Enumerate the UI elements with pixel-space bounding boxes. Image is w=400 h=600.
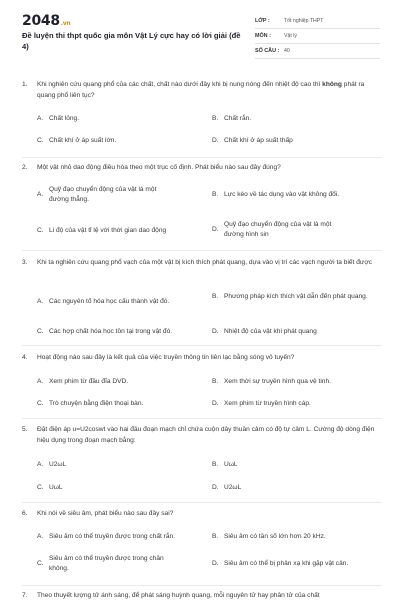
option-text: Chất khí ở áp suất lớn. — [49, 137, 117, 144]
option-a[interactable] — [37, 532, 212, 542]
question-text: Khi nghiên cứu quang phổ của các chất, chất nào dưới đây khi bị nung nóng đến nhiệt độ cao thì không phát ra quang phổ liên tục? — [37, 81, 365, 99]
option-text: Xem phim từ đầu đĩa DVD. — [49, 378, 129, 385]
option-a[interactable] — [37, 377, 207, 387]
option-a[interactable] — [37, 185, 207, 205]
option-text: U2ωL — [224, 484, 242, 491]
option-letter: C. — [37, 484, 44, 491]
question-text: Hoạt động nào sau đây là kết quả của việc truyền thông tin liên lạc bằng sóng vô tuyến? — [37, 354, 295, 361]
option-text: Siêu âm có thể bị phản xạ khi gặp vật cản. — [224, 560, 349, 567]
option-text: Trò chuyện bằng điện thoại bàn. — [49, 400, 144, 407]
question-stem — [22, 258, 382, 269]
option-c[interactable] — [37, 399, 207, 409]
exam-meta-table — [255, 14, 380, 59]
option-letter: B. — [212, 115, 219, 122]
option-letter: A. — [37, 533, 44, 540]
option-letter: C. — [37, 328, 44, 335]
option-c[interactable] — [37, 226, 207, 236]
meta-label: LỚP : — [255, 18, 270, 24]
option-letter: B. — [212, 461, 219, 468]
option-text: Phương pháp kích thích vật dẫn đến phát quang. — [224, 293, 368, 300]
option-text: UωL — [224, 461, 238, 468]
question-stem — [22, 163, 382, 174]
option-text: Các nguyên tố hóa học cấu thành vật đó. — [49, 298, 170, 305]
question-3 — [22, 258, 382, 335]
option-c[interactable] — [37, 554, 212, 574]
question-text: Một vật nhỏ dao động điều hòa theo một trục cố định. Phát biểu nào sau đây đúng? — [37, 164, 281, 171]
option-letter: D. — [212, 484, 219, 491]
question-number: 2. — [22, 164, 28, 171]
option-text: Quỹ đạo chuyển động của vật là một đường hình sin — [224, 221, 332, 238]
meta-value: Tốt nghiệp THPT — [284, 18, 324, 24]
question-text: Khi ta nghiên cứu quang phổ vạch của một vật bị kích thích phát quang, dựa vào vị trí các vạch người ta biết được — [37, 259, 372, 266]
option-d[interactable] — [212, 483, 382, 493]
option-text: Siêu âm có thể truyền được trong chất rắn. — [49, 533, 176, 540]
question-text: Khi nói về siêu âm, phát biểu nào sau đây sai? — [37, 510, 174, 517]
option-letter: D. — [212, 137, 219, 144]
question-4 — [22, 353, 382, 407]
option-letter: A. — [37, 115, 44, 122]
question-stem — [22, 591, 382, 600]
option-text: Lực kéo về tác dụng vào vật không đổi. — [224, 191, 340, 198]
question-stem — [22, 509, 382, 520]
option-b[interactable] — [212, 292, 382, 302]
question-divider — [22, 345, 382, 346]
site-logo[interactable] — [22, 13, 70, 29]
option-b[interactable] — [212, 460, 382, 470]
meta-value: 40 — [284, 48, 290, 54]
meta-label: SỐ CÂU : — [255, 48, 280, 54]
question-number: 4. — [22, 354, 28, 361]
option-c[interactable] — [37, 327, 212, 337]
question-number: 5. — [22, 426, 28, 433]
option-text: Siêu âm có thể truyền được trong chân không. — [49, 555, 164, 572]
option-letter: D. — [212, 226, 219, 233]
meta-row-question-count — [255, 44, 380, 59]
option-c[interactable] — [37, 483, 207, 493]
option-text: Chất lỏng. — [49, 115, 80, 122]
option-letter: D. — [212, 328, 219, 335]
option-letter: C. — [37, 137, 44, 144]
option-text: Li độ của vật tỉ lệ với thời gian dao động — [49, 227, 167, 234]
option-d[interactable] — [212, 559, 382, 569]
option-letter: A. — [37, 378, 44, 385]
question-text: Đặt điện áp u=U2coswt vào hai đầu đoạn mạch chỉ chứa cuộn dây thuần cảm có độ tự cảm L. Cường độ dòng điện hiệu dụng trong đoạn mạch bằng: — [37, 426, 375, 444]
option-letter: B. — [212, 378, 219, 385]
option-text: Quỹ đạo chuyển động của vật là một đường thẳng. — [49, 186, 157, 203]
option-letter: A. — [37, 191, 44, 198]
question-divider — [22, 157, 382, 158]
question-6 — [22, 509, 382, 572]
option-letter: D. — [212, 400, 219, 407]
option-b[interactable] — [212, 114, 382, 124]
question-number: 6. — [22, 510, 28, 517]
question-stem — [22, 353, 382, 364]
option-letter: A. — [37, 461, 44, 468]
option-letter: C. — [37, 400, 44, 407]
option-b[interactable] — [212, 377, 382, 387]
question-divider — [22, 585, 382, 586]
option-text: Xem phim từ truyền hình cáp. — [224, 400, 311, 407]
meta-value: Vật lý — [284, 33, 297, 39]
option-letter: B. — [212, 533, 219, 540]
question-number: 3. — [22, 259, 28, 266]
option-b[interactable] — [212, 190, 382, 200]
option-d[interactable] — [212, 220, 382, 240]
option-d[interactable] — [212, 327, 382, 337]
question-number: 1. — [22, 81, 28, 88]
option-c[interactable] — [37, 136, 207, 146]
question-1 — [22, 80, 382, 144]
option-letter: D. — [212, 560, 219, 567]
option-letter: C. — [37, 560, 44, 567]
option-text: Siêu âm có tần số lớn hơn 20 kHz. — [224, 533, 326, 540]
option-b[interactable] — [212, 532, 382, 542]
option-d[interactable] — [212, 399, 382, 409]
question-divider — [22, 250, 382, 251]
option-d[interactable] — [212, 136, 382, 146]
option-letter: C. — [37, 227, 44, 234]
document-title: Đề luyện thi thpt quốc gia môn Vật Lý cực hay có lời giải (đề 4) — [22, 31, 241, 51]
option-text: Chất khí ở áp suất thấp — [224, 137, 293, 144]
option-text: Chất rắn. — [224, 115, 252, 122]
question-stem — [22, 425, 382, 446]
question-stem — [22, 80, 382, 101]
meta-row-subject — [255, 29, 380, 44]
option-text: Nhiệt độ của vật khi phát quang — [224, 328, 317, 335]
question-5 — [22, 425, 382, 491]
question-divider — [22, 502, 382, 503]
option-text: U2ωL — [49, 461, 67, 468]
option-letter: B. — [212, 191, 219, 198]
logo-text: 2048 — [22, 13, 60, 29]
option-a[interactable] — [37, 297, 212, 307]
meta-row-class — [255, 14, 380, 29]
option-text: UωL — [49, 484, 63, 491]
question-7 — [22, 591, 382, 600]
document-header — [0, 0, 400, 62]
option-letter: A. — [37, 298, 44, 305]
option-letter: B. — [212, 293, 219, 300]
option-text: Xem thời sự truyền hình qua vệ tinh. — [224, 378, 331, 385]
logo-suffix: .vn — [60, 20, 71, 27]
question-divider — [22, 418, 382, 419]
question-2 — [22, 163, 382, 238]
option-a[interactable] — [37, 114, 207, 124]
meta-label: MÔN : — [255, 33, 271, 39]
option-a[interactable] — [37, 460, 207, 470]
question-text: Theo thuyết lượng tử ánh sáng, để phát sáng huỳnh quang, mỗi nguyên tử hay phân tử của chất — [37, 592, 320, 599]
option-text: Các hợp chất hóa học tồn tại trong vật đó. — [49, 328, 173, 335]
question-number: 7. — [22, 592, 28, 599]
